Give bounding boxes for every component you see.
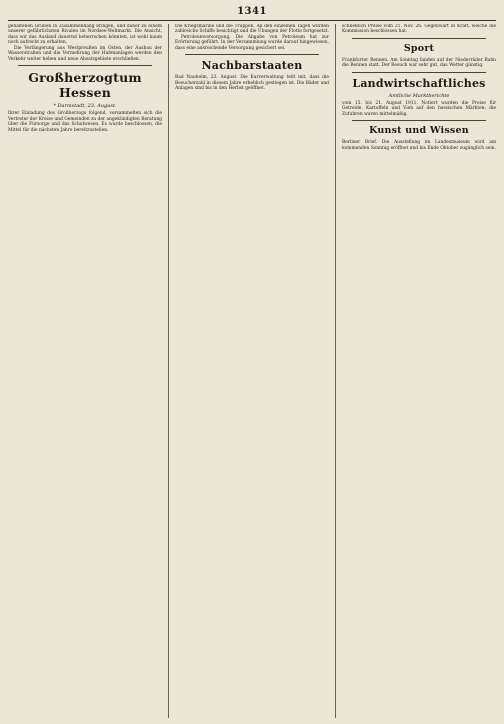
column-1	[8, 24, 162, 718]
column-2-body: Petroleumversorgung. Die Abgabe von Petroleum hat zur Erörterung geführt. In der Versammlung wurde darauf hingewiesen, dass eine ausreichende Versorgung gesichert sei.	[175, 34, 329, 51]
section-dateline-hessen: * Darmstadt, 23. August.	[53, 103, 117, 110]
section-title-landwirtschaft: Landwirtschaftliches	[352, 76, 486, 90]
column-3-intro: schließlich Preise vom 21. Nov. 26. Gegenwart in Kraft, welche die Kommission beschlossen hat.	[342, 24, 496, 35]
column-2-rule	[185, 54, 319, 55]
section-body-landwirtschaft: vom 15. bis 21. August 1911. Notiert wurden die Preise für Getreide, Kartoffeln und Vieh auf den hessischen Märkten; die Zufuhren waren mittelmäßig.	[342, 100, 496, 117]
section-title-sport: Sport	[403, 42, 435, 54]
section-title-hessen: Großherzogtum Hessen	[28, 70, 142, 101]
column-1-intro: gehaltenen Gruben in Zusammenhang bringen, und daher zu einem unserer gefährlichsten Rivalen im Nordsee-Weltmarkt. Die Ansicht, dass wir das Ausland dauernd beherrschen könnten, ist wohl kaum noch aufrecht zu erhalten.	[8, 24, 162, 46]
column-1-rule	[18, 65, 152, 66]
columns	[8, 24, 496, 718]
section-title-nachbarstaaten: Nachbarstaaten	[201, 59, 303, 73]
page-number: 1341	[237, 6, 267, 17]
column-3	[335, 24, 496, 718]
column-1-body: Die Verlängerung aus Westpreußen im Osten, der Ausbau der Wasserstraßen und die Vermehrung der Hafenanlagen werden den Verkehr weiter heben und neue Absatzgebiete erschließen.	[8, 45, 162, 62]
column-2	[168, 24, 329, 718]
section-body-kunst: Berliner Brief. Die Ausstellung im Landesmuseum wird am kommenden Sonntag eröffnet und bis Ende Oktober zugänglich sein.	[342, 140, 496, 151]
column-3-rule-b	[352, 72, 486, 73]
header-rule	[8, 20, 496, 21]
column-3-rule-a	[352, 38, 486, 39]
section-body-hessen: Ihrer Einladung des Großherzogs folgend, versammelten sich die Vertreter der Kreise und Gemeinden zu der angekündigten Beratung über die Fürsorge und das Schulwesen. Es wurde beschlossen, die Mittel für die nächsten Jahre bereitzustellen.	[8, 111, 162, 133]
section-title-kunst: Kunst und Wissen	[369, 125, 469, 137]
section-body-nachbarstaaten: Bad Nauheim, 23. August. Die Kurverwaltung teilt mit, dass die Besucherzahl in diesem Jahre erheblich gestiegen ist. Die Bäder und Anlagen sind bis in den Herbst geöffnet.	[175, 75, 329, 92]
column-2-intro: Die Kriegsmarine und die Truppen. An den einzelnen Tagen wurden zahlreiche Schiffe besichtigt und die Übungen der Flotte fortgesetzt.	[175, 24, 329, 35]
section-body-sport: Frankfurter Rennen. Am Sonntag fanden auf der Niederräder Bahn die Rennen statt. Der Besuch war sehr gut, das Wetter günstig.	[342, 57, 496, 69]
section-sub-landwirtschaft: Amtliche Marktberichte	[388, 92, 450, 99]
column-3-rule-c	[352, 120, 486, 121]
